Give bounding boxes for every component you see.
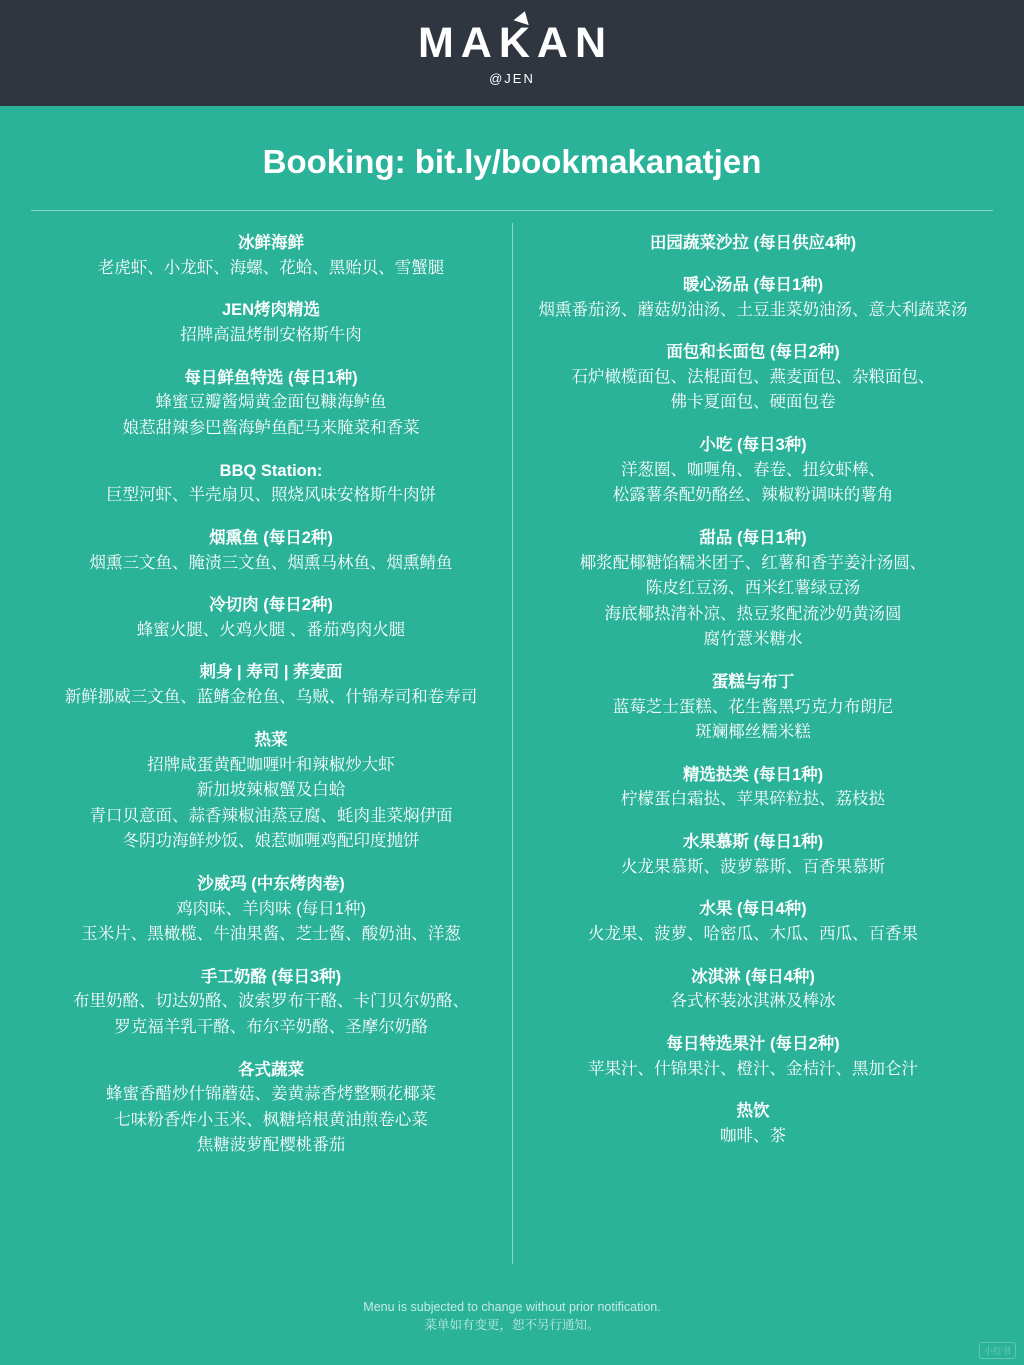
menu-section <box>526 897 980 947</box>
menu-section <box>44 593 498 643</box>
menu-section <box>526 526 980 653</box>
menu-section-title: 田园蔬菜沙拉 (每日供应4种) <box>649 234 857 252</box>
logo-text: MAKAN <box>417 18 614 67</box>
column-divider <box>512 223 513 1264</box>
menu-section <box>526 1099 980 1149</box>
menu-section-title: 水果慕斯 (每日1种) <box>682 833 824 851</box>
menu-section-title: 精选挞类 (每日1种) <box>682 765 824 784</box>
menu-section <box>44 728 498 855</box>
menu-section <box>526 1032 980 1082</box>
booking-title[interactable]: Booking: bit.ly/bookmakanatjen <box>262 143 762 180</box>
menu-section <box>44 872 498 948</box>
menu-section-title: 面包和长面包 (每日2种) <box>666 343 840 362</box>
menu-section-item: 招牌高温烤制安格斯牛肉 <box>180 326 362 345</box>
brand-logo <box>411 18 614 86</box>
menu-section <box>526 965 980 1015</box>
footer-note <box>0 1298 1024 1365</box>
menu-section-title: 冰淇淋 (每日4种) <box>691 967 815 986</box>
menu-section-item: 咖啡、茶 <box>720 1127 786 1145</box>
menu-section-item: 洋葱圈、咖喱角、春卷、扭纹虾棒、 <box>621 460 885 479</box>
menu-section-item: 冬阴功海鲜炒饭、娘惹咖喱鸡配印度抛饼 <box>122 832 420 851</box>
menu-section-item: 布里奶酪、切达奶酪、波索罗布干酪、卡门贝尔奶酪、 <box>73 992 469 1011</box>
menu-columns <box>0 211 1024 1298</box>
menu-section-item: 新加坡辣椒蟹及白蛤 <box>196 781 346 800</box>
menu-section-title: 甜品 (每日1种) <box>699 528 807 547</box>
watermark-badge: 小红书 <box>979 1342 1016 1359</box>
menu-section <box>44 459 498 509</box>
menu-section-title: 烟熏鱼 (每日2种) <box>209 528 333 547</box>
menu-section <box>526 433 980 509</box>
menu-section <box>44 965 498 1041</box>
menu-section <box>44 660 498 710</box>
menu-section <box>44 1058 498 1159</box>
menu-section-title: 冰鲜海鲜 <box>238 234 304 252</box>
menu-section-item: 腐竹薏米糖水 <box>703 630 803 649</box>
menu-section <box>44 526 498 576</box>
menu-section-item: 椰浆配椰糖馅糯米团子、红薯和香芋姜汁汤圆、 <box>579 553 927 572</box>
menu-section-item: 火龙果慕斯、菠萝慕斯、百香果慕斯 <box>621 857 885 876</box>
menu-section-title: 小吃 (每日3种) <box>699 435 807 454</box>
menu-section-title: JEN烤肉精选 <box>221 301 321 320</box>
menu-section <box>44 298 498 348</box>
logo-wordmark <box>411 18 614 67</box>
menu-section-title: 暖心汤品 (每日1种) <box>682 275 824 294</box>
menu-section-title: 热饮 <box>736 1102 770 1121</box>
menu-section <box>526 231 980 256</box>
menu-section-title: 每日特选果汁 (每日2种) <box>666 1034 840 1053</box>
menu-section-item: 招牌咸蛋黄配咖喱叶和辣椒炒大虾 <box>147 755 395 774</box>
menu-section-title: 水果 (每日4种) <box>699 900 807 919</box>
menu-section-item: 火龙果、菠萝、哈密瓜、木瓜、西瓜、百香果 <box>588 925 918 944</box>
menu-section-item: 玉米片、黑橄榄、牛油果酱、芝士酱、酸奶油、洋葱 <box>81 925 461 944</box>
menu-section-title: 热菜 <box>254 730 288 749</box>
menu-section-item: 佛卡夏面包、硬面包卷 <box>670 393 836 412</box>
menu-section-item: 柠檬蛋白霜挞、苹果碎粒挞、荔枝挞 <box>621 790 885 809</box>
header-bar <box>0 0 1024 106</box>
menu-section <box>526 340 980 416</box>
footer-note-en: Menu is subjected to change without prior notification. <box>363 1299 661 1314</box>
menu-section-item: 蜂蜜豆瓣酱焗黄金面包糠海鲈鱼 <box>155 393 387 412</box>
menu-column-right <box>512 231 994 1298</box>
menu-section-item: 娘惹甜辣参巴酱海鲈鱼配马来腌菜和香菜 <box>122 418 420 437</box>
menu-section-item: 烟熏三文鱼、腌渍三文鱼、烟熏马林鱼、烟熏鲭鱼 <box>89 553 453 572</box>
menu-section-item: 新鲜挪威三文鱼、蓝鳍金枪鱼、乌贼、什锦寿司和卷寿司 <box>64 688 478 707</box>
menu-section <box>526 830 980 880</box>
menu-section-title: 冷切肉 (每日2种) <box>209 596 333 615</box>
menu-column-left <box>30 231 512 1298</box>
menu-section-item: 烟熏番茄汤、蘑菇奶油汤、土豆韭菜奶油汤、意大利蔬菜汤 <box>538 300 968 319</box>
menu-section-item: 罗克福羊乳干酪、布尔辛奶酪、圣摩尔奶酪 <box>114 1017 428 1036</box>
menu-section <box>526 670 980 746</box>
menu-section-title: 刺身 | 寿司 | 荞麦面 <box>199 663 343 682</box>
menu-section-item: 七味粉香炸小玉米、枫糖培根黄油煎卷心菜 <box>114 1110 428 1129</box>
menu-section <box>526 763 980 813</box>
menu-section-item: 巨型河虾、半壳扇贝、照烧风味安格斯牛肉饼 <box>106 486 436 505</box>
menu-section <box>44 231 498 281</box>
menu-section-item: 蜂蜜香醋炒什锦蘑菇、姜黄蒜香烤整颗花椰菜 <box>106 1085 436 1104</box>
menu-section-item: 海底椰热清补凉、热豆浆配流沙奶黄汤圆 <box>604 604 902 623</box>
menu-section-title: 沙威玛 (中东烤肉卷) <box>197 874 345 893</box>
menu-section-item: 蜂蜜火腿、火鸡火腿 、番茄鸡肉火腿 <box>136 620 406 639</box>
menu-section-title: 各式蔬菜 <box>238 1060 304 1079</box>
menu-section-item: 蓝莓芝士蛋糕、花生酱黑巧克力布朗尼 <box>612 697 894 716</box>
menu-section-title: 蛋糕与布丁 <box>711 672 795 691</box>
menu-section-item: 老虎虾、小龙虾、海螺、花蛤、黑贻贝、雪蟹腿 <box>97 258 445 277</box>
menu-section <box>526 273 980 323</box>
menu-section-item: 松露薯条配奶酪丝、辣椒粉调味的薯角 <box>612 486 894 505</box>
menu-section-item: 鸡肉味、羊肉味 (每日1种) <box>176 899 366 918</box>
menu-section-title: BBQ Station: <box>219 461 323 480</box>
menu-section-item: 石炉橄榄面包、法棍面包、燕麦面包、杂粮面包、 <box>571 367 935 386</box>
menu-section-title: 每日鲜鱼特选 (每日1种) <box>184 368 358 387</box>
menu-section-item: 斑斓椰丝糯米糕 <box>695 723 811 742</box>
menu-section <box>44 366 498 442</box>
footer-note-zh: 菜单如有变更，恕不另行通知。 <box>424 1318 600 1333</box>
menu-section-item: 苹果汁、什锦果汁、橙汁、金桔汁、黑加仑汁 <box>588 1059 918 1078</box>
menu-section-item: 焦糖菠萝配樱桃番茄 <box>196 1136 346 1155</box>
menu-section-title: 手工奶酪 (每日3种) <box>200 967 342 986</box>
menu-section-item: 陈皮红豆汤、西米红薯绿豆汤 <box>645 579 861 598</box>
menu-section-item: 青口贝意面、蒜香辣椒油蒸豆腐、蚝肉韭菜焖伊面 <box>89 806 453 825</box>
menu-section-item: 各式杯装冰淇淋及棒冰 <box>670 992 836 1011</box>
logo-subtitle: @JEN <box>489 70 535 86</box>
